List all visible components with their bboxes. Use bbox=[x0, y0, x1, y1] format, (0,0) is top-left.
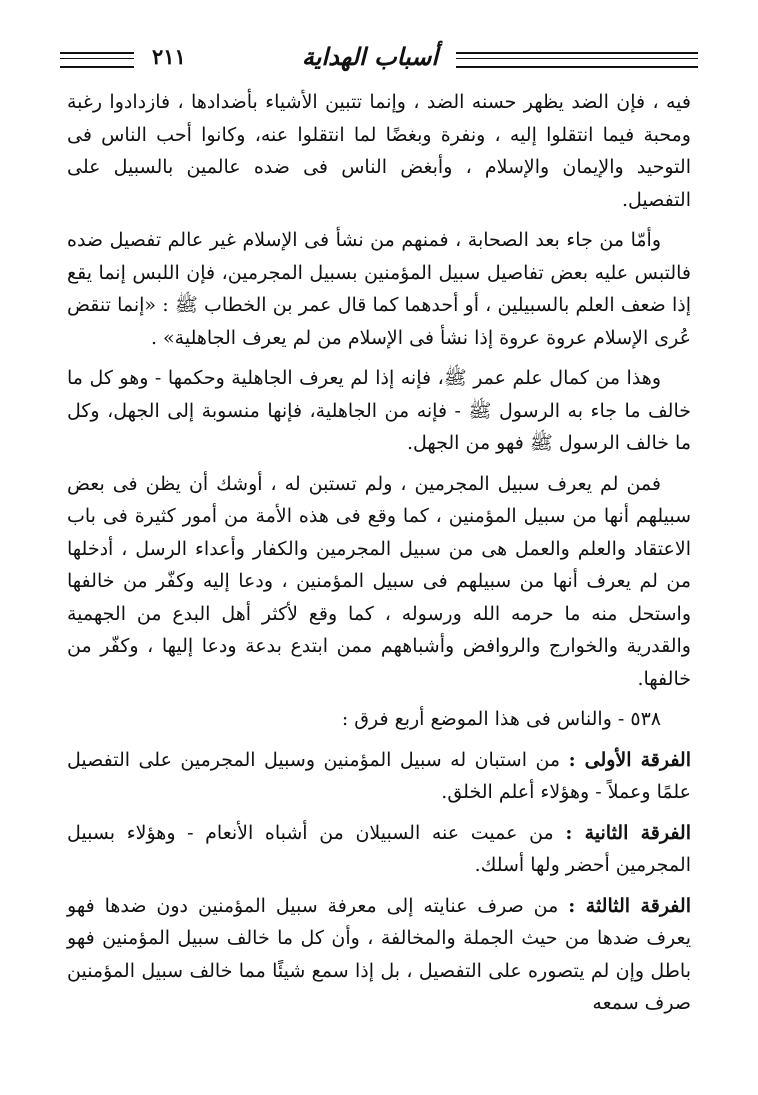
sect-paragraph-first bbox=[67, 744, 691, 809]
paragraph-continuation bbox=[67, 86, 691, 216]
paragraph bbox=[67, 224, 691, 354]
numbered-paragraph bbox=[67, 703, 691, 736]
sect-paragraph-third bbox=[67, 890, 691, 1020]
header-rule-right bbox=[456, 52, 698, 68]
paragraph-text: فمن لم يعرف سبيل المجرمين ، ولم تستبن له ، أوشك أن يظن فى بعض سبيلهم أنها من سبيل المؤمنين ، كما وقع فى هذه الأمة من أمور كثيرة فى باب الاعتقاد والعلم والعمل هى من سبيل المجرمين والكفار وأعداء الرسل ، أدخلها من لم يعرف أنها من سبيلهم فى سبيل المؤمنين ، ودعا إليه وكفّر من خالفها واستحل منه ما حرمه الله ورسوله ، كما وقع لأكثر أهل البدع من الجهمية والقدرية والخوارج والروافض وأشباههم ممن ابتدع بدعة ودعا إليها ، وكفّر من خالفها. bbox=[67, 472, 691, 690]
page-number: ٢١١ bbox=[152, 44, 186, 69]
page-body bbox=[67, 86, 691, 1028]
sect-heading: الفرقة الثانية : bbox=[565, 821, 691, 844]
header-rule-left bbox=[60, 52, 134, 68]
sect-paragraph-second bbox=[67, 817, 691, 882]
paragraph-text: وأمّا من جاء بعد الصحابة ، فمنهم من نشأ فى الإسلام غير عالم تفصيل ضده فالتبس عليه بعض تفاصيل سبيل المؤمنين بسبيل المجرمين، فإن اللبس إنما يقع إذا ضعف العلم بالسبيلين ، أو أحدهما كما قال عمر بن الخطاب ﷺ : «إنما تنقض عُرى الإسلام عروة عروة إذا نشأ فى الإسلام من لم يعرف الجاهلية» . bbox=[67, 229, 691, 349]
sect-heading: الفرقة الأولى : bbox=[568, 748, 692, 771]
paragraph-text: من استبان له سبيل المؤمنين وسبيل المجرمين على التفصيل علمًا وعملاً - وهؤلاء أعلم الخلق. bbox=[67, 748, 691, 803]
page-header bbox=[60, 38, 698, 78]
paragraph bbox=[67, 468, 691, 696]
paragraph-text: وهذا من كمال علم عمر ﷺ، فإنه إذا لم يعرف الجاهلية وحكمها - وهو كل ما خالف ما جاء به الرسول ﷺ - فإنه من الجاهلية، فإنها منسوبة إلى الجهل، وكل ما خالف الرسول ﷺ فهو من الجهل. bbox=[67, 367, 691, 454]
paragraph-text: فيه ، فإن الضد يظهر حسنه الضد ، وإنما تتبين الأشياء بأضدادها ، فازدادوا رغبة ومحبة فيما انتقلوا إليه ، ونفرة وبغضًا لما انتقلوا عنه، وكانوا أحب الناس فى التوحيد والإيمان والإسلام ، وأبغض الناس فى ضده عالمين بالسبيل على التفصيل. bbox=[67, 91, 691, 211]
paragraph bbox=[67, 362, 691, 460]
paragraph-text: من عميت عنه السبيلان من أشباه الأنعام - وهؤلاء بسبيل المجرمين أحضر ولها أسلك. bbox=[67, 821, 691, 876]
sect-heading: الفرقة الثالثة : bbox=[568, 894, 691, 917]
paragraph-text: ٥٣٨ - والناس فى هذا الموضع أربع فرق : bbox=[341, 708, 661, 730]
running-title: أسباب الهداية bbox=[301, 42, 438, 71]
paragraph-text: من صرف عنايته إلى معرفة سبيل المؤمنين دون ضدها فهو يعرف ضدها من حيث الجملة والمخالفة ، وأن كل ما خالف سبيل المؤمنين فهو باطل وإن لم يتصوره على التفصيل ، بل إذا سمع شيئًا مما خالف سبيل المؤمنين صرف سمعه bbox=[67, 894, 691, 1014]
